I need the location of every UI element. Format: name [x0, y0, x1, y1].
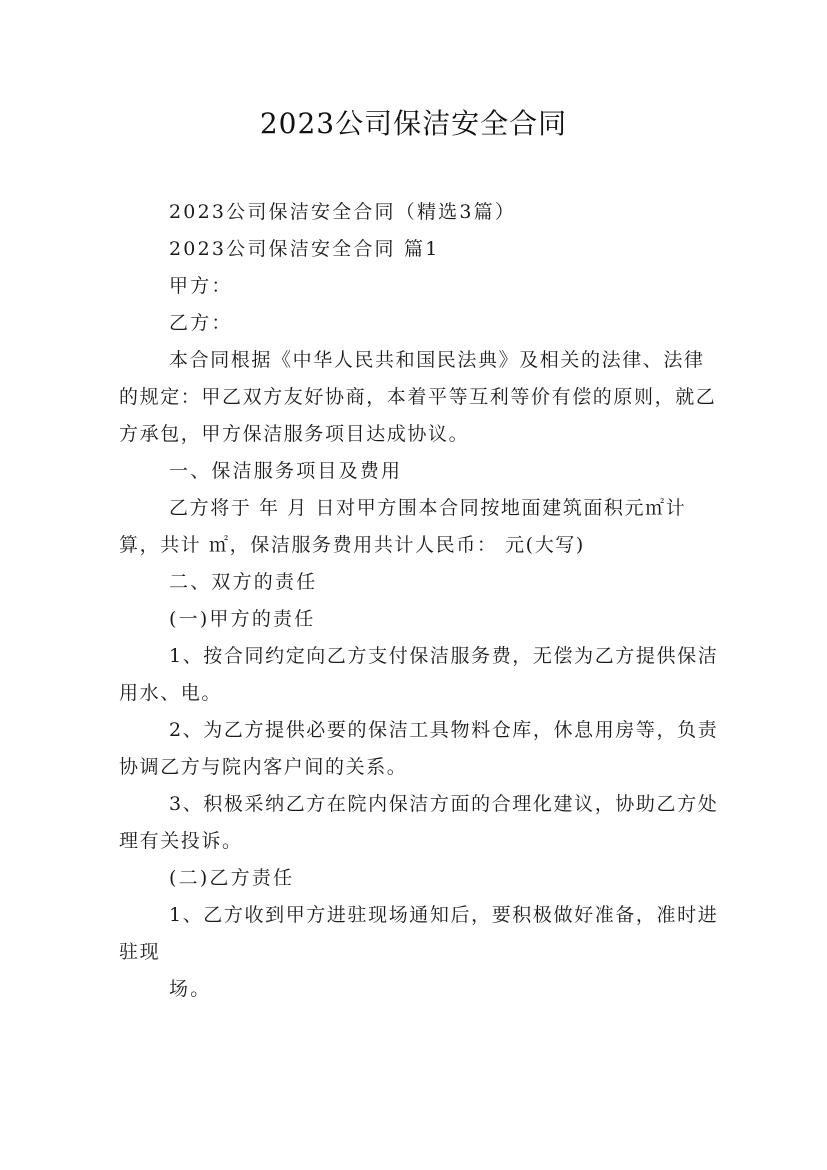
paragraph: 3、积极采纳乙方在院内保洁方面的合理化建议，协助乙方处理有关投诉。 — [119, 793, 719, 852]
document-title: 2023公司保洁安全合同 — [259, 107, 568, 140]
subsection-heading: (二)乙方责任 — [169, 867, 295, 889]
paragraph: 甲方： — [169, 275, 233, 297]
paragraph: 乙方： — [169, 312, 233, 334]
paragraph: 场。 — [169, 978, 212, 1000]
paragraph: 2023公司保洁安全合同（精选3篇） — [169, 201, 517, 223]
subsection-heading: (一)甲方的责任 — [169, 608, 316, 630]
document-body — [119, 194, 719, 1008]
paragraph: 1、按合同约定向乙方支付保洁服务费，无偿为乙方提供保洁用水、电。 — [119, 645, 719, 704]
paragraph: 本合同根据《中华人民共和国民法典》及相关的法律、法律的规定：甲乙双方友好协商，本着平等互利等价有偿的原则，就乙方承包，甲方保洁服务项目达成协议。 — [119, 349, 717, 445]
section-heading: 一、保洁服务项目及费用 — [169, 460, 403, 482]
section-heading: 二、双方的责任 — [169, 571, 318, 593]
paragraph: 2、为乙方提供必要的保洁工具物料仓库，休息用房等，负责协调乙方与院内客户间的关系。 — [119, 719, 719, 778]
paragraph: 2023公司保洁安全合同 篇1 — [169, 238, 440, 260]
paragraph: 1、乙方收到甲方进驻现场通知后，要积极做好准备，准时进驻现 — [119, 904, 719, 963]
paragraph: 乙方将于 年 月 日对甲方围本合同按地面建筑面积元㎡计算，共计 ㎡，保洁服务费用共计人民币： 元(大写) — [119, 497, 687, 556]
